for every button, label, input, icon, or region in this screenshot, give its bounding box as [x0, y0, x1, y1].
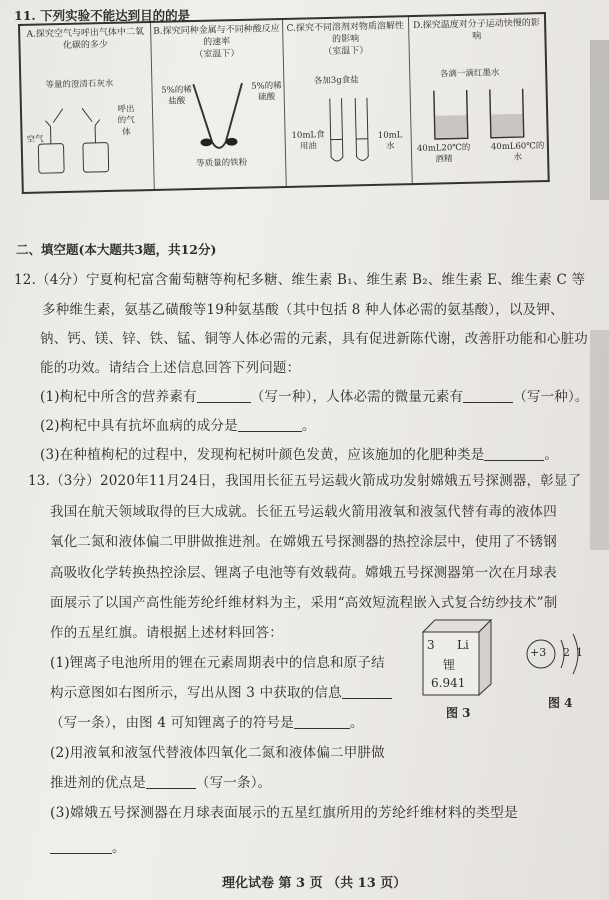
- answer-blank[interactable]: [342, 685, 392, 700]
- question-11-title: 11. 下列实验不能达到目的的是: [14, 8, 191, 23]
- option-d-note-2: 40mL20℃的酒精: [416, 142, 471, 166]
- option-a-label: A.探究空气与呼出气体中二氧化碳的多少: [26, 27, 145, 52]
- answer-blank[interactable]: [238, 418, 302, 433]
- option-c-note-1: 各加3g食盐: [313, 75, 359, 87]
- q13-sub2-line2: 推进剂的优点是 （写一条）。: [50, 775, 272, 791]
- shell-2-electrons: 1: [576, 646, 583, 659]
- answer-blank[interactable]: [197, 389, 251, 404]
- q13-sub1-line3: （写一条），由图 4 可知锂离子的符号是 。: [50, 715, 364, 731]
- answer-blank[interactable]: [146, 775, 196, 790]
- figure-4-atom-structure: [525, 628, 595, 680]
- option-d-note-3: 40mL60℃的水: [490, 141, 545, 164]
- answer-blank[interactable]: [463, 389, 513, 404]
- option-d-note-1: 各滴一滴红墨水: [439, 68, 500, 80]
- option-a-note-3: 空气: [26, 134, 44, 145]
- option-b-condition: （室温下）: [194, 49, 240, 61]
- option-c-condition: （室温下）: [323, 46, 369, 58]
- option-a-cell: [19, 22, 154, 193]
- page-edge-shadow: [590, 40, 609, 200]
- answer-blank[interactable]: [294, 715, 350, 730]
- q12-text-line: 多种维生素，氨基乙磺酸等19种氨基酸（其中包括 8 种人体必需的氨基酸），以及钾、: [42, 302, 564, 318]
- q12-sub3: (3)在种植枸杞的过程中，发现枸杞树叶颜色发黄，应该施加的化肥种类是 。: [40, 447, 559, 463]
- option-d-cell: [408, 13, 549, 184]
- figure-3-caption: 图 3: [446, 706, 471, 720]
- q13-text-line: 面展示了以国产高性能芳纶纤维材料为主，采用“高效短流程嵌入式复合纺纱技术”制: [50, 595, 558, 611]
- q13-text-line: 我国在航天领域取得的巨大成就。长征五号运载火箭用液氧和液氢代替有毒的液体四: [50, 504, 557, 520]
- q13-text-line: 高吸收化学转换热控涂层、锂离子电池等有效载荷。嫦娥五号探测器第一次在月球表: [50, 565, 557, 581]
- q12-text-line: 能的功效。请结合上述信息回答下列问题：: [40, 360, 301, 376]
- section-2-heading: 二、填空题(本大题共3题，共12分): [16, 242, 217, 257]
- option-c-note-2: 10mL食用油: [291, 130, 325, 153]
- option-c-label: C.探究不同溶剂对物质溶解性的影响: [286, 21, 405, 46]
- element-name: 锂: [443, 658, 456, 672]
- q12-text-line: 12.（4分）宁夏枸杞富含葡萄糖等枸杞多糖、维生素 B₁、维生素 B₂、维生素 E、维生素 C 等: [14, 272, 586, 288]
- option-c-drawing: [286, 68, 410, 181]
- page-edge-shadow: [590, 330, 609, 550]
- option-a-note-1: 等量的澄清石灰水: [45, 78, 114, 91]
- answer-blank[interactable]: [50, 840, 112, 855]
- q13-sub2-line1: (2)用液氧和液氢代替液体四氧化二氮和液体偏二甲肼做: [50, 745, 385, 761]
- page-footer: 理化试卷 第 3 页 （共 13 页）: [222, 876, 407, 891]
- q12-sub1: (1)枸杞中所含的营养素有 （写一种），人体必需的微量元素有 （写一种）。: [40, 389, 589, 405]
- atomic-mass: 6.941: [431, 676, 466, 690]
- q13-text-line: 13.（3分）2020年11月24日，我国用长征五号运载火箭成功发射嫦娥五号探测器，彰显了: [28, 473, 582, 489]
- q13-sub1-line2: 构示意图如右图所示，写出从图 3 中获取的信息: [50, 681, 392, 701]
- nucleus-charge: +3: [530, 646, 547, 659]
- option-b-note-3: 等质量的铁粉: [196, 157, 248, 169]
- q13-sub1-line1: (1)锂离子电池所用的锂在元素周期表中的信息和原子结: [50, 655, 385, 671]
- figure-4-caption: 图 4: [548, 696, 573, 710]
- q12-text-line: 钠、钙、镁、锌、铁、锰、铜等人体必需的元素，具有促进新陈代谢，改善肝功能和心脏功: [40, 331, 588, 347]
- q12-sub2: (2)枸杞中具有抗坏血病的成分是 。: [40, 418, 316, 434]
- q13-sub3-line2: 。: [50, 836, 126, 856]
- option-d-label: D.探究温度对分子运动快慢的影响: [413, 18, 540, 42]
- q13-text-line: 作的五星红旗。请根据上述材料回答：: [50, 625, 283, 641]
- option-a-drawing: [23, 74, 151, 187]
- q13-sub3-line1: (3)嫦娥五号探测器在月球表面展示的五星红旗所用的芳纶纤维材料的类型是: [50, 805, 519, 821]
- q13-text-line: 氧化二氮和液体偏二甲肼做推进剂。在嫦娥五号探测器的热控涂层中，使用了不锈钢: [50, 534, 557, 550]
- option-b-label: B.探究同种金属与不同种酸反应的速率: [153, 24, 280, 48]
- figure-3-element-card: [421, 618, 493, 696]
- option-b-drawing: [154, 71, 283, 184]
- option-b-cell: [150, 19, 285, 190]
- option-b-note-2: 5%的稀硫酸: [251, 81, 282, 104]
- option-d-drawing: [412, 65, 546, 178]
- answer-blank[interactable]: [484, 447, 544, 462]
- element-symbol: Li: [457, 638, 469, 652]
- option-b-note-1: 5%的稀盐酸: [161, 85, 192, 108]
- option-a-note-2: 呼出的气体: [117, 104, 135, 138]
- atomic-number: 3: [427, 638, 435, 652]
- option-c-cell: [282, 16, 412, 187]
- option-c-note-3: 10mL水: [377, 130, 403, 153]
- experiment-table: [18, 12, 550, 194]
- shell-1-electrons: 2: [563, 646, 570, 659]
